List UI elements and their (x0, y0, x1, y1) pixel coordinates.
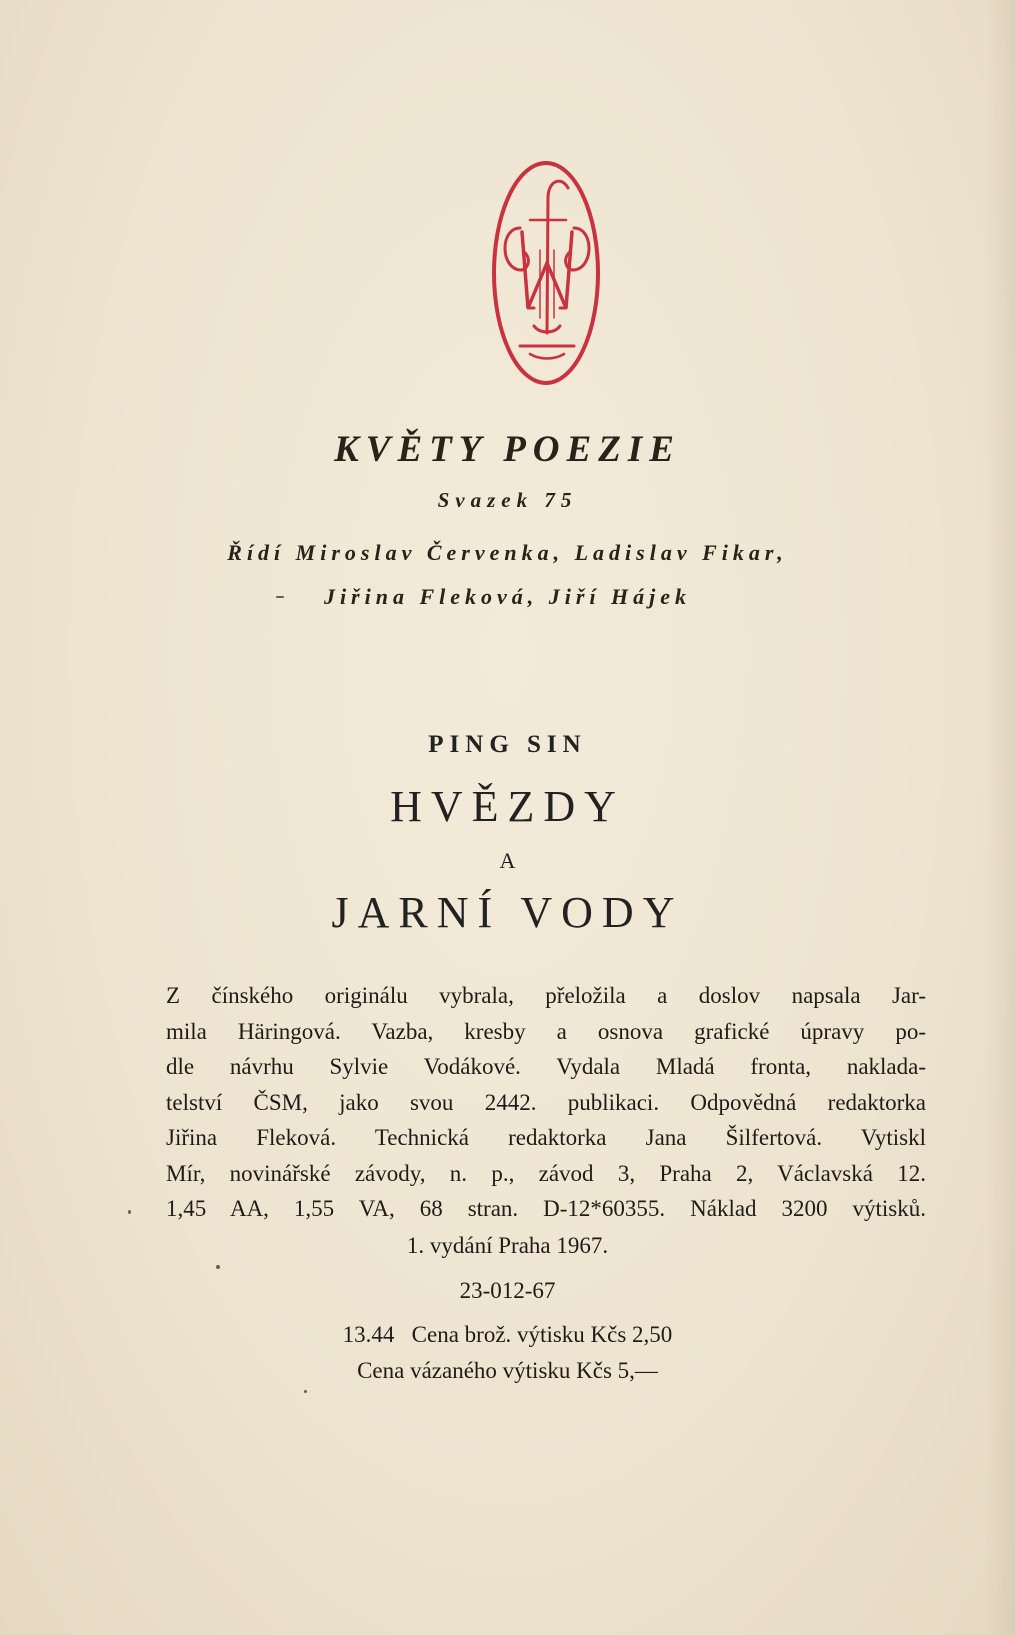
publication-code: 23-012-67 (459, 1278, 556, 1303)
book-title-part1: HVĚZDY (390, 782, 625, 831)
colophon-line: Z čínského originálu vybrala, přeložila a doslov napsala Jar- (166, 983, 926, 1008)
paper-speck (128, 1210, 131, 1214)
series-editors (0, 531, 1015, 619)
book-title-part2: JARNÍ VODY (331, 888, 684, 937)
mf-monogram-lyre-icon (490, 158, 602, 388)
paper-speck (216, 1265, 220, 1269)
editors-line: Jiřina Fleková, Jiří Hájek (323, 584, 692, 609)
editors-line: Řídí Miroslav Červenka, Ladislav Fikar, (227, 540, 788, 565)
paper-speck (304, 1390, 307, 1393)
book-title-conjunction: A (499, 848, 516, 873)
price-paperback: 13.44 Cena brož. výtisku Kčs 2,50 (342, 1322, 673, 1347)
paper-speck (276, 596, 284, 598)
colophon-line: Mír, novinářské závody, n. p., závod 3, Praha 2, Václavská 12. (166, 1160, 926, 1186)
series-title: KVĚTY POEZIE (334, 429, 681, 470)
price-hardcover: Cena vázaného výtisku Kčs 5,— (357, 1358, 658, 1383)
volume-number: Svazek 75 (437, 488, 578, 512)
edition-info: 1. vydání Praha 1967. (406, 1233, 609, 1258)
book-author: PING SIN (428, 731, 587, 758)
colophon-line: telství ČSM, jako svou 2442. publikaci. Odpovědná redaktorka (166, 1089, 926, 1115)
colophon-line: dle návrhu Sylvie Vodákové. Vydala Mladá fronta, naklada- (166, 1054, 926, 1079)
colophon-line: 1,45 AA, 1,55 VA, 68 stran. D-12*60355. Náklad 3200 výtisků. (166, 1196, 926, 1221)
colophon-paragraph (166, 978, 926, 1227)
colophon-line: mila Häringová. Vazba, kresby a osnova grafické úpravy po- (166, 1018, 926, 1044)
colophon-line: Jiřina Fleková. Technická redaktorka Jana Šilfertová. Vytiskl (166, 1125, 926, 1150)
